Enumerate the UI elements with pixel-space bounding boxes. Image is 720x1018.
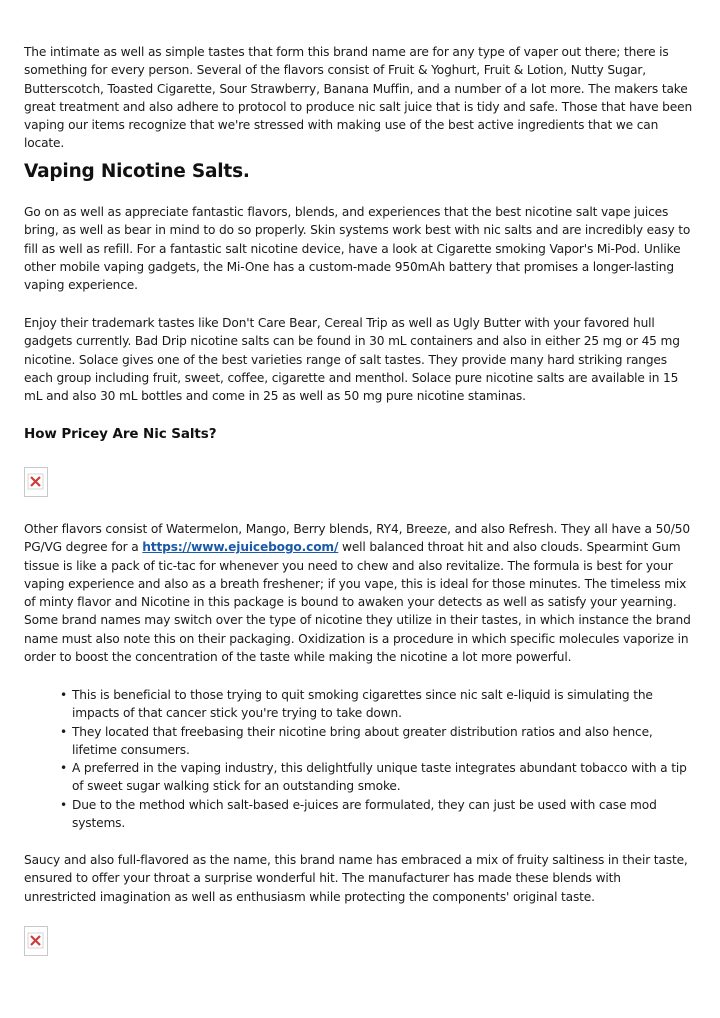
- broken-image-icon: [24, 926, 48, 956]
- list-item: • They located that freebasing their nicotine bring about greater distribution ratios and also hence, lifetime consumers.: [60, 723, 694, 760]
- vaping-nicotine-salts-heading: Vaping Nicotine Salts.: [24, 161, 250, 182]
- list-item: • A preferred in the vaping industry, this delightfully unique taste integrates abundant tobacco with a tip of sweet sugar walking stick for an outstanding smoke.: [60, 759, 694, 796]
- benefits-bullet-list: [60, 686, 694, 832]
- how-pricey-heading: How Pricey Are Nic Salts?: [24, 426, 217, 442]
- pricey-paragraph: [24, 520, 694, 666]
- intro-paragraph: The intimate as well as simple tastes that form this brand name are for any type of vaper out there; there is something for every person. Several of the flavors consist of Fruit & Yoghurt, Fruit & Lotion, Nutty Sugar, Butterscotch, Toasted Cigarette, Sour Strawberry, Banana Muffin, and a number of a lot more. The makers take great treatment and also adhere to protocol to produce nic salt juice that is tidy and safe. Those that have been vaping our items recognize that we're stressed with making use of the best active ingredients that we can locate.: [24, 45, 693, 151]
- vaping-paragraph-2: Enjoy their trademark tastes like Don't Care Bear, Cereal Trip as well as Ugly Butter with your favored hull gadgets currently. Bad Drip nicotine salts can be found in 30 mL containers and also in either 25 mg or 45 mg nicotine. Solace gives one of the best varieties range of salt tastes. They provide many hard striking ranges each group including fruit, sweet, coffee, cigarette and menthol. Solace pure nicotine salts are available in 15 mL and also 30 mL bottles and come in 25 as well as 50 mg pure nicotine staminas.: [24, 316, 680, 404]
- pricey-text-after-link: well balanced throat hit and also clouds. Spearmint Gum tissue is like a pack of tic-tac for whenever you need to chew and also revitalize. The formula is best for your vaping experience and also as a breath freshener; if you vape, this is ideal for those minutes. The timeless mix of minty flavor and Nicotine in this package is bound to awaken your detects as well as satisfy your yearning. Some brand names may switch over the type of nicotine they utilize in their tastes, in which instance the brand name must also note this on their packaging. Oxidization is a procedure in which specific molecules vaporize in order to boost the concentration of the taste while making the nicotine a lot more powerful.: [24, 540, 691, 665]
- list-item: • This is beneficial to those trying to quit smoking cigarettes since nic salt e-liquid is simulating the impacts of that cancer stick you're trying to take down.: [60, 686, 694, 723]
- list-item: • Due to the method which salt-based e-juices are formulated, they can just be used with case mod systems.: [60, 796, 694, 833]
- vaping-paragraph-1: Go on as well as appreciate fantastic flavors, blends, and experiences that the best nicotine salt vape juices bring, as well as bear in mind to do so properly. Skin systems work best with nic salts and are incredibly easy to fill as well as refill. For a fantastic salt nicotine device, have a look at Cigarette smoking Vapor's Mi-Pod. Unlike other mobile vaping gadgets, the Mi-One has a custom-made 950mAh battery that promises a longer-lasting vaping experience.: [24, 205, 691, 293]
- broken-image-icon: [24, 467, 48, 497]
- pricey-text-before-link: Other flavors consist of Watermelon, Mango, Berry blends, RY4, Breeze, and also Refresh. They all have a 50/50 PG/VG degree for a: [24, 522, 690, 555]
- closing-paragraph: Saucy and also full-flavored as the name, this brand name has embraced a mix of fruity saltiness in their taste, ensured to offer your throat a surprise wonderful hit. The manufacturer has made these blends with unrestricted imagination as well as enthusiasm while protecting the components' original taste.: [24, 853, 688, 904]
- ejuicebogo-link[interactable]: https://www.ejuicebogo.com/: [142, 540, 339, 555]
